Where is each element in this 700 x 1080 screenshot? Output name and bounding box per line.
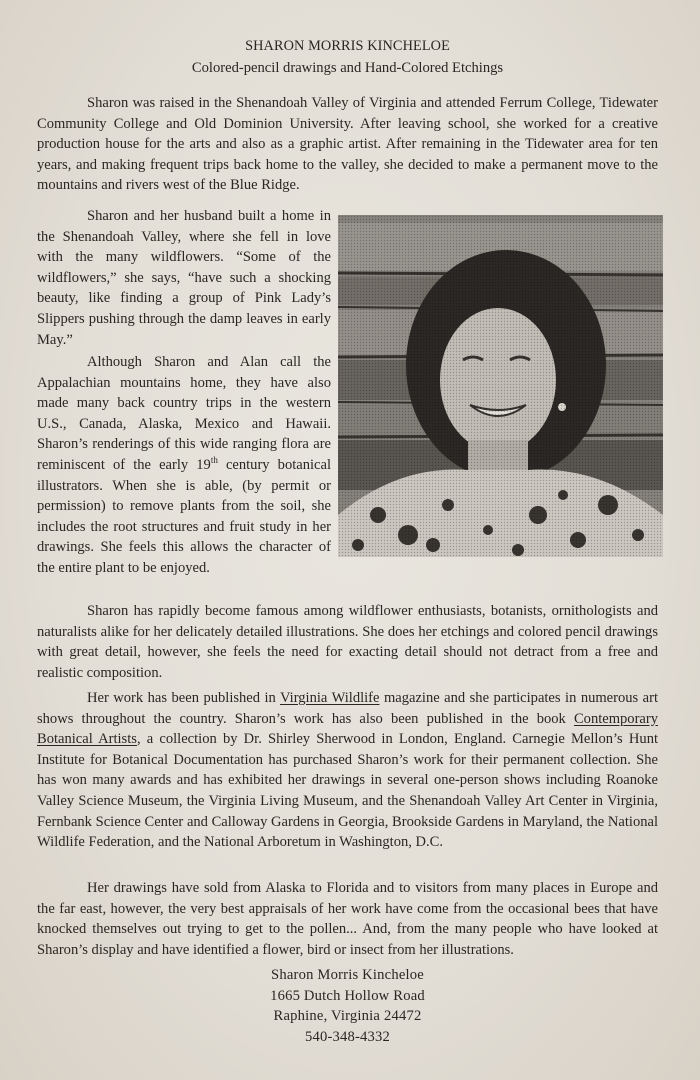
portrait-photo-icon	[338, 215, 663, 557]
page-subtitle: Colored-pencil drawings and Hand-Colored Etchings	[191, 60, 504, 76]
page-title: SHARON MORRIS KINCHELOE	[245, 38, 450, 54]
paragraph-travels	[37, 352, 331, 579]
publications-text-a: Her work has been published in	[87, 690, 281, 706]
publication-contemporary-botanical-artists: Contemporary Botanical Artists	[37, 710, 658, 748]
paragraph-sales: Her drawings have sold from Alaska to Florida and to visitors from many places in Europe and the far east, however, the very best appraisals of her work have come from the occasional bees that have knocked themselves out trying to get to the pollen... And, from the many people who have looked at Sharon’s display and have identified a flower, bird or insect from her illustrations.	[37, 880, 658, 958]
contact-street: 1665 Dutch Hollow Road	[270, 987, 425, 1004]
paragraph-travels-text-a: Although Sharon and Alan call the Appalachian mountains home, they have also made many back country trips in the western U.S., Canada, Alaska, Mexico and Hawaii. Sharon’s renderings of this wide ranging flora are reminiscent of the early 19	[37, 354, 331, 473]
paragraph-publications	[37, 688, 658, 853]
publications-text-b: magazine and she participates in numerous art shows throughout the country. Sharon’s work has also been published in the book	[37, 690, 659, 727]
paragraph-home: Sharon and her husband built a home in the Shenandoah Valley, where she fell in love with the many wildflowers. “Some of the wildflowers,” she says, “have such a shocking beauty, like finding a group of Pink Lady’s Slippers pushing through the damp leaves in early May.”	[37, 208, 331, 348]
paragraph-fame: Sharon has rapidly become famous among wildflower enthusiasts, botanists, ornithologists and naturalists alike for her delicately detailed illustrations. She does her etchings and colored pencil drawings with great detail, however, she feels the need for exacting detail should not detract from a free and realistic composition.	[37, 603, 658, 681]
contact-name: Sharon Morris Kincheloe	[271, 967, 424, 983]
publications-text-c: , a collection by Dr. Shirley Sherwood in London, England. Carnegie Mellon’s Hunt Institute for Botanical Documentation has purchased Sharon’s work for their permanent collection. She has won many awards and has exhibited her drawings in several one-person shows including Roanoke Valley Science Museum, the Virginia Living Museum, and the Shenandoah Valley Art Center in Virginia, Fernbank Science Center and Calloway Gardens in Georgia, Brookside Gardens in Maryland, the National Wildlife Federation, and the National Arboretum in Washington, D.C.	[37, 731, 659, 851]
contact-city: Raphine, Virginia 24472	[273, 1008, 422, 1024]
paragraph-travels-text-b: century botanical illustrators. When she is able, (by permit or permission) to remove plants from the soil, she includes the root structures and fruit study in her drawings. She feels this allows the character of the entire plant to be enjoyed.	[37, 456, 331, 576]
publication-virginia-wildlife: Virginia Wildlife	[280, 690, 380, 706]
contact-block	[37, 965, 658, 1047]
paragraph-intro: Sharon was raised in the Shenandoah Valley of Virginia and attended Ferrum College, Tidewater Community College and Old Dominion University. After leaving school, she worked for a creative production house for the arts and also as a graphic artist. After remaining in the Tidewater area for ten years, and making frequent trips back home to the valley, she decided to make a permanent move to the mountains and rivers west of the Blue Ridge.	[37, 95, 658, 194]
superscript-th: th	[210, 455, 218, 466]
contact-phone: 540-348-4332	[304, 1028, 391, 1045]
